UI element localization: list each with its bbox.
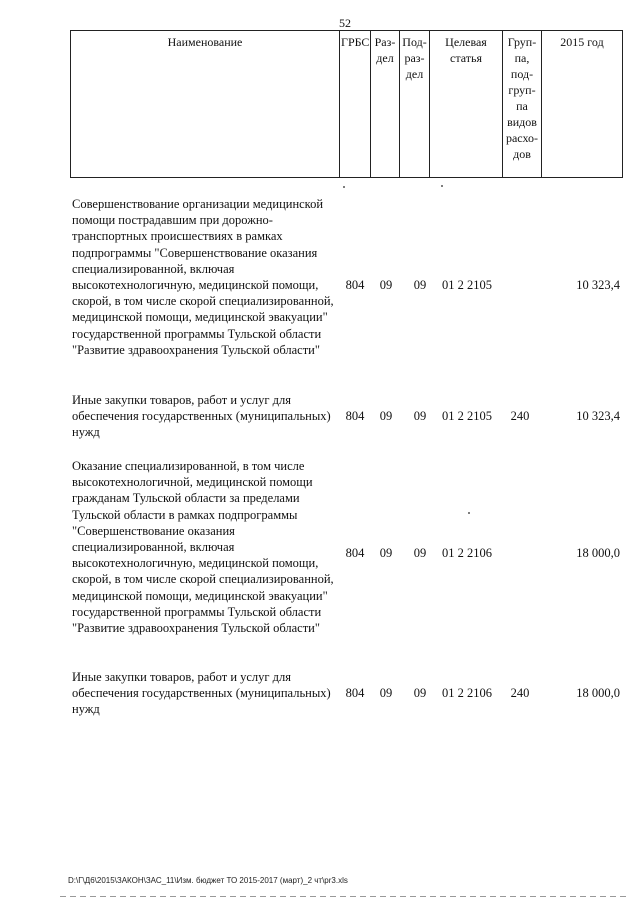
header-year: 2015 год bbox=[542, 31, 623, 178]
row-razdel: 09 bbox=[379, 278, 393, 292]
scan-speck bbox=[441, 185, 443, 187]
scan-artifact-line bbox=[60, 896, 630, 897]
header-celevaya: Целевая статья bbox=[430, 31, 503, 178]
row-podrazdel: 09 bbox=[413, 686, 427, 700]
row-gruppa: 240 bbox=[510, 409, 530, 423]
header-gruppa: Груп- па, под- груп- па видов расхо- дов bbox=[503, 31, 542, 178]
row-gruppa: 240 bbox=[510, 686, 530, 700]
row-celevaya: 01 2 2105 bbox=[442, 409, 492, 423]
file-path-footer: D:\Г\Д6\2015\ЗАКОН\ЗАС_11\Изм. бюджет ТО 2015-2017 (март)_2 чт\pr3.xls bbox=[68, 876, 348, 885]
row-grbs: 804 bbox=[345, 546, 365, 560]
row-grbs: 804 bbox=[345, 409, 365, 423]
row-podrazdel: 09 bbox=[413, 546, 427, 560]
row-celevaya: 01 2 2106 bbox=[442, 686, 492, 700]
row-razdel: 09 bbox=[379, 546, 393, 560]
row-podrazdel: 09 bbox=[413, 409, 427, 423]
row-celevaya: 01 2 2106 bbox=[442, 546, 492, 560]
header-razdel: Раз- дел bbox=[371, 31, 400, 178]
row-name: Совершенствование организации медицинской помощи пострадавшим при дорожно-транспортных происшествиях в рамках подпрограммы "Совершенствование оказания специализированной, включая высокотехнологичную, медицинской помощи, скорой, в том числе скорой специализированной, медицинской помощи, медицинской эвакуации" государственной программы Тульской области "Развитие здравоохранения Тульской области" bbox=[72, 197, 334, 357]
header-grbs: ГРБС bbox=[340, 31, 371, 178]
row-amount: 18 000,0 bbox=[576, 546, 620, 560]
row-grbs: 804 bbox=[345, 686, 365, 700]
row-podrazdel: 09 bbox=[413, 278, 427, 292]
scan-speck bbox=[343, 186, 345, 188]
row-amount: 10 323,4 bbox=[576, 409, 620, 423]
row-celevaya: 01 2 2105 bbox=[442, 278, 492, 292]
row-amount: 18 000,0 bbox=[576, 686, 620, 700]
scan-speck bbox=[468, 512, 470, 514]
table-header bbox=[70, 30, 623, 178]
row-name: Иные закупки товаров, работ и услуг для обеспечения государственных (муниципальных) нужд bbox=[72, 393, 331, 440]
row-razdel: 09 bbox=[379, 686, 393, 700]
row-name: Оказание специализированной, в том числе высокотехнологичной, медицинской помощи гражданам Тульской области за пределами Тульской области в рамках подпрограммы "Совершенствование оказания специализированной, включая высокотехнологичную, медицинской помощи, скорой, в том числе скорой специализированной, медицинской помощи, медицинской эвакуации" государственной программы Тульской области "Развитие здравоохранения Тульской области" bbox=[72, 459, 334, 636]
header-podrazdel: Под- раз- дел bbox=[400, 31, 430, 178]
row-grbs: 804 bbox=[345, 278, 365, 292]
header-name: Наименование bbox=[71, 31, 340, 178]
row-razdel: 09 bbox=[379, 409, 393, 423]
row-amount: 10 323,4 bbox=[576, 278, 620, 292]
row-name: Иные закупки товаров, работ и услуг для обеспечения государственных (муниципальных) нужд bbox=[72, 670, 331, 717]
page-number: 52 bbox=[339, 16, 351, 30]
